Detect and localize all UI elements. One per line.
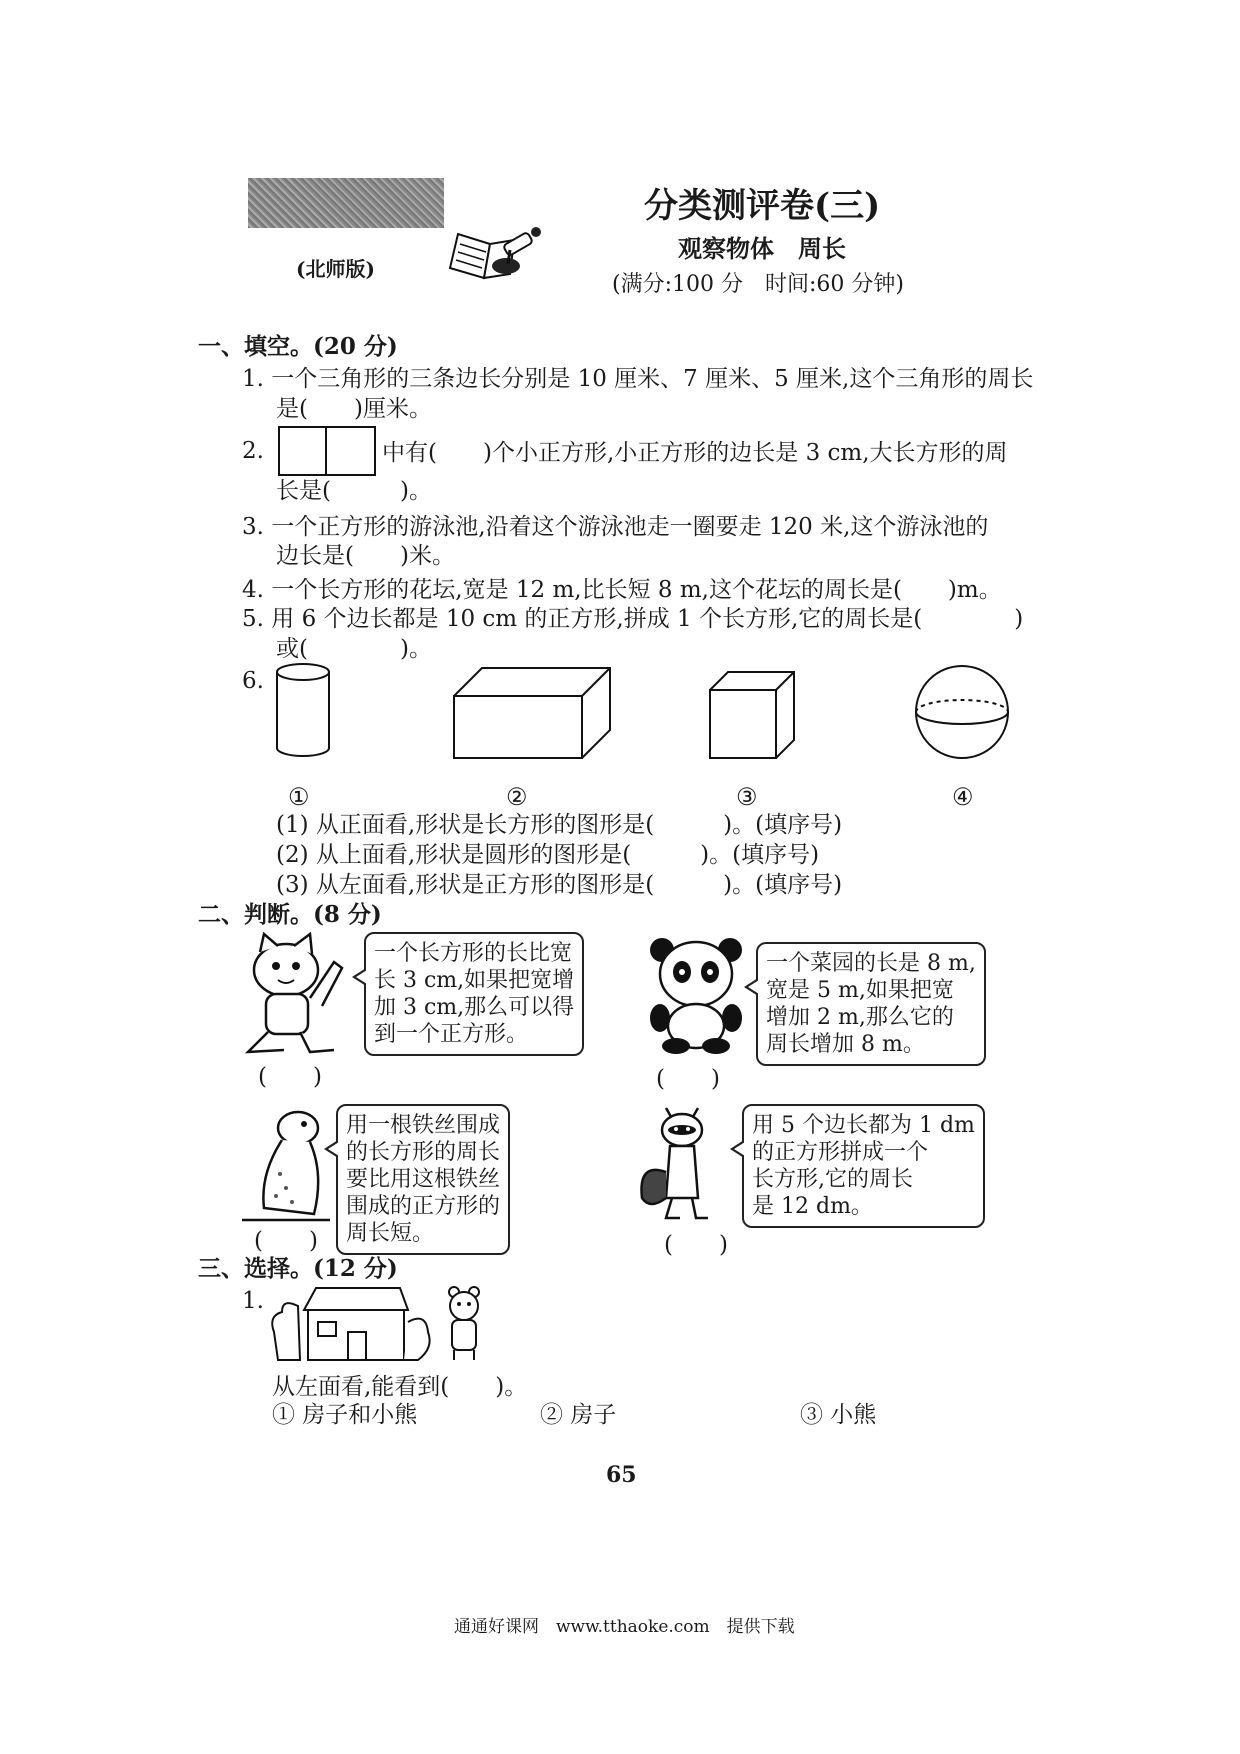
judge4-answer: ( ) <box>664 1232 728 1258</box>
sphere-shape <box>916 666 1008 758</box>
option-2: ② 房子 <box>540 1402 617 1428</box>
q3-line1: 3. 一个正方形的游泳池,沿着这个游泳池走一圈要走 120 米,这个游泳池的 <box>242 514 989 540</box>
exam-meta: (满分:100 分 时间:60 分钟) <box>612 272 904 297</box>
q6-sub1: (1) 从正面看,形状是长方形的图形是( )。(填序号) <box>276 812 843 838</box>
judge3-bubble: 用一根铁丝围成 的长方形的周长 要比用这根铁丝 围成的正方形的 周长短。 <box>336 1104 510 1255</box>
judge1-bubble: 一个长方形的长比宽 长 3 cm,如果把宽增 加 3 cm,那么可以得 到一个正方形。 <box>364 932 584 1056</box>
solid-shapes <box>270 660 1030 764</box>
q6-number: 6. <box>242 668 264 694</box>
q1-line2: 是( )厘米。 <box>276 396 432 422</box>
section3-heading: 三、选择。(12 分) <box>198 1255 398 1282</box>
cuboid-shape <box>454 668 610 758</box>
cat-illustration <box>238 932 350 1056</box>
q5-line1: 5. 用 6 个边长都是 10 cm 的正方形,拼成 1 个长方形,它的周长是( ) <box>242 606 1024 632</box>
q1-line1: 1. 一个三角形的三条边长分别是 10 厘米、7 厘米、5 厘米,这个三角形的周长 <box>242 366 1034 392</box>
panda-illustration <box>646 936 746 1056</box>
q2-line1: 中有( )个小正方形,小正方形的边长是 3 cm,大长方形的周 <box>382 440 1008 466</box>
q2-line2: 长是( )。 <box>276 478 432 504</box>
q6-sub2: (2) 从上面看,形状是圆形的图形是( )。(填序号) <box>276 842 820 868</box>
shape-label-3: ③ <box>736 783 758 811</box>
sec3-q1-text: 从左面看,能看到( )。 <box>272 1374 528 1400</box>
shape-label-4: ④ <box>952 783 974 811</box>
judge4-bubble: 用 5 个边长都为 1 dm 的正方形拼成一个 长方形,它的周长 是 12 dm。 <box>742 1104 985 1228</box>
judge2-bubble: 一个菜园的长是 8 m, 宽是 5 m,如果把宽 增加 2 m,那么它的 周长增加 8 m。 <box>756 942 986 1066</box>
option-3: ③ 小熊 <box>800 1402 877 1428</box>
page-title: 分类测评卷(三) <box>644 186 881 226</box>
bear-icon <box>449 1287 479 1360</box>
judge1-answer: ( ) <box>258 1064 322 1090</box>
section1-heading: 一、填空。(20 分) <box>198 333 398 360</box>
shape-label-2: ② <box>506 783 528 811</box>
edition-label: (北师版) <box>296 257 375 281</box>
judge3-answer: ( ) <box>254 1228 318 1254</box>
judge2-answer: ( ) <box>656 1066 720 1092</box>
cube-shape <box>710 672 794 758</box>
option-1: ① 房子和小熊 <box>272 1402 418 1428</box>
book-microscope-illustration <box>444 220 548 286</box>
shape-label-1: ① <box>288 783 310 811</box>
page-number: 65 <box>606 1462 637 1488</box>
sec3-q1-number: 1. <box>242 1288 264 1314</box>
cylinder-shape <box>277 664 329 756</box>
raccoon-illustration <box>636 1102 728 1222</box>
q4-text: 4. 一个长方形的花坛,宽是 12 m,比长短 8 m,这个花坛的周长是( )m。 <box>242 577 1002 603</box>
header-banner <box>248 178 444 228</box>
q5-line2: 或( )。 <box>276 636 432 662</box>
q6-sub3: (3) 从左面看,形状是正方形的图形是( )。(填序号) <box>276 872 843 898</box>
gopher-illustration <box>240 1104 330 1228</box>
house-and-bear-illustration <box>268 1282 490 1364</box>
q3-line2: 边长是( )米。 <box>276 543 455 569</box>
section2-heading: 二、判断。(8 分) <box>198 901 382 928</box>
two-squares-rectangle <box>278 426 376 476</box>
footer-text: 通通好课网 www.tthaoke.com 提供下载 <box>454 1617 795 1637</box>
page-subtitle: 观察物体 周长 <box>678 234 846 263</box>
house-icon <box>272 1288 429 1360</box>
q2-number: 2. <box>242 438 264 464</box>
